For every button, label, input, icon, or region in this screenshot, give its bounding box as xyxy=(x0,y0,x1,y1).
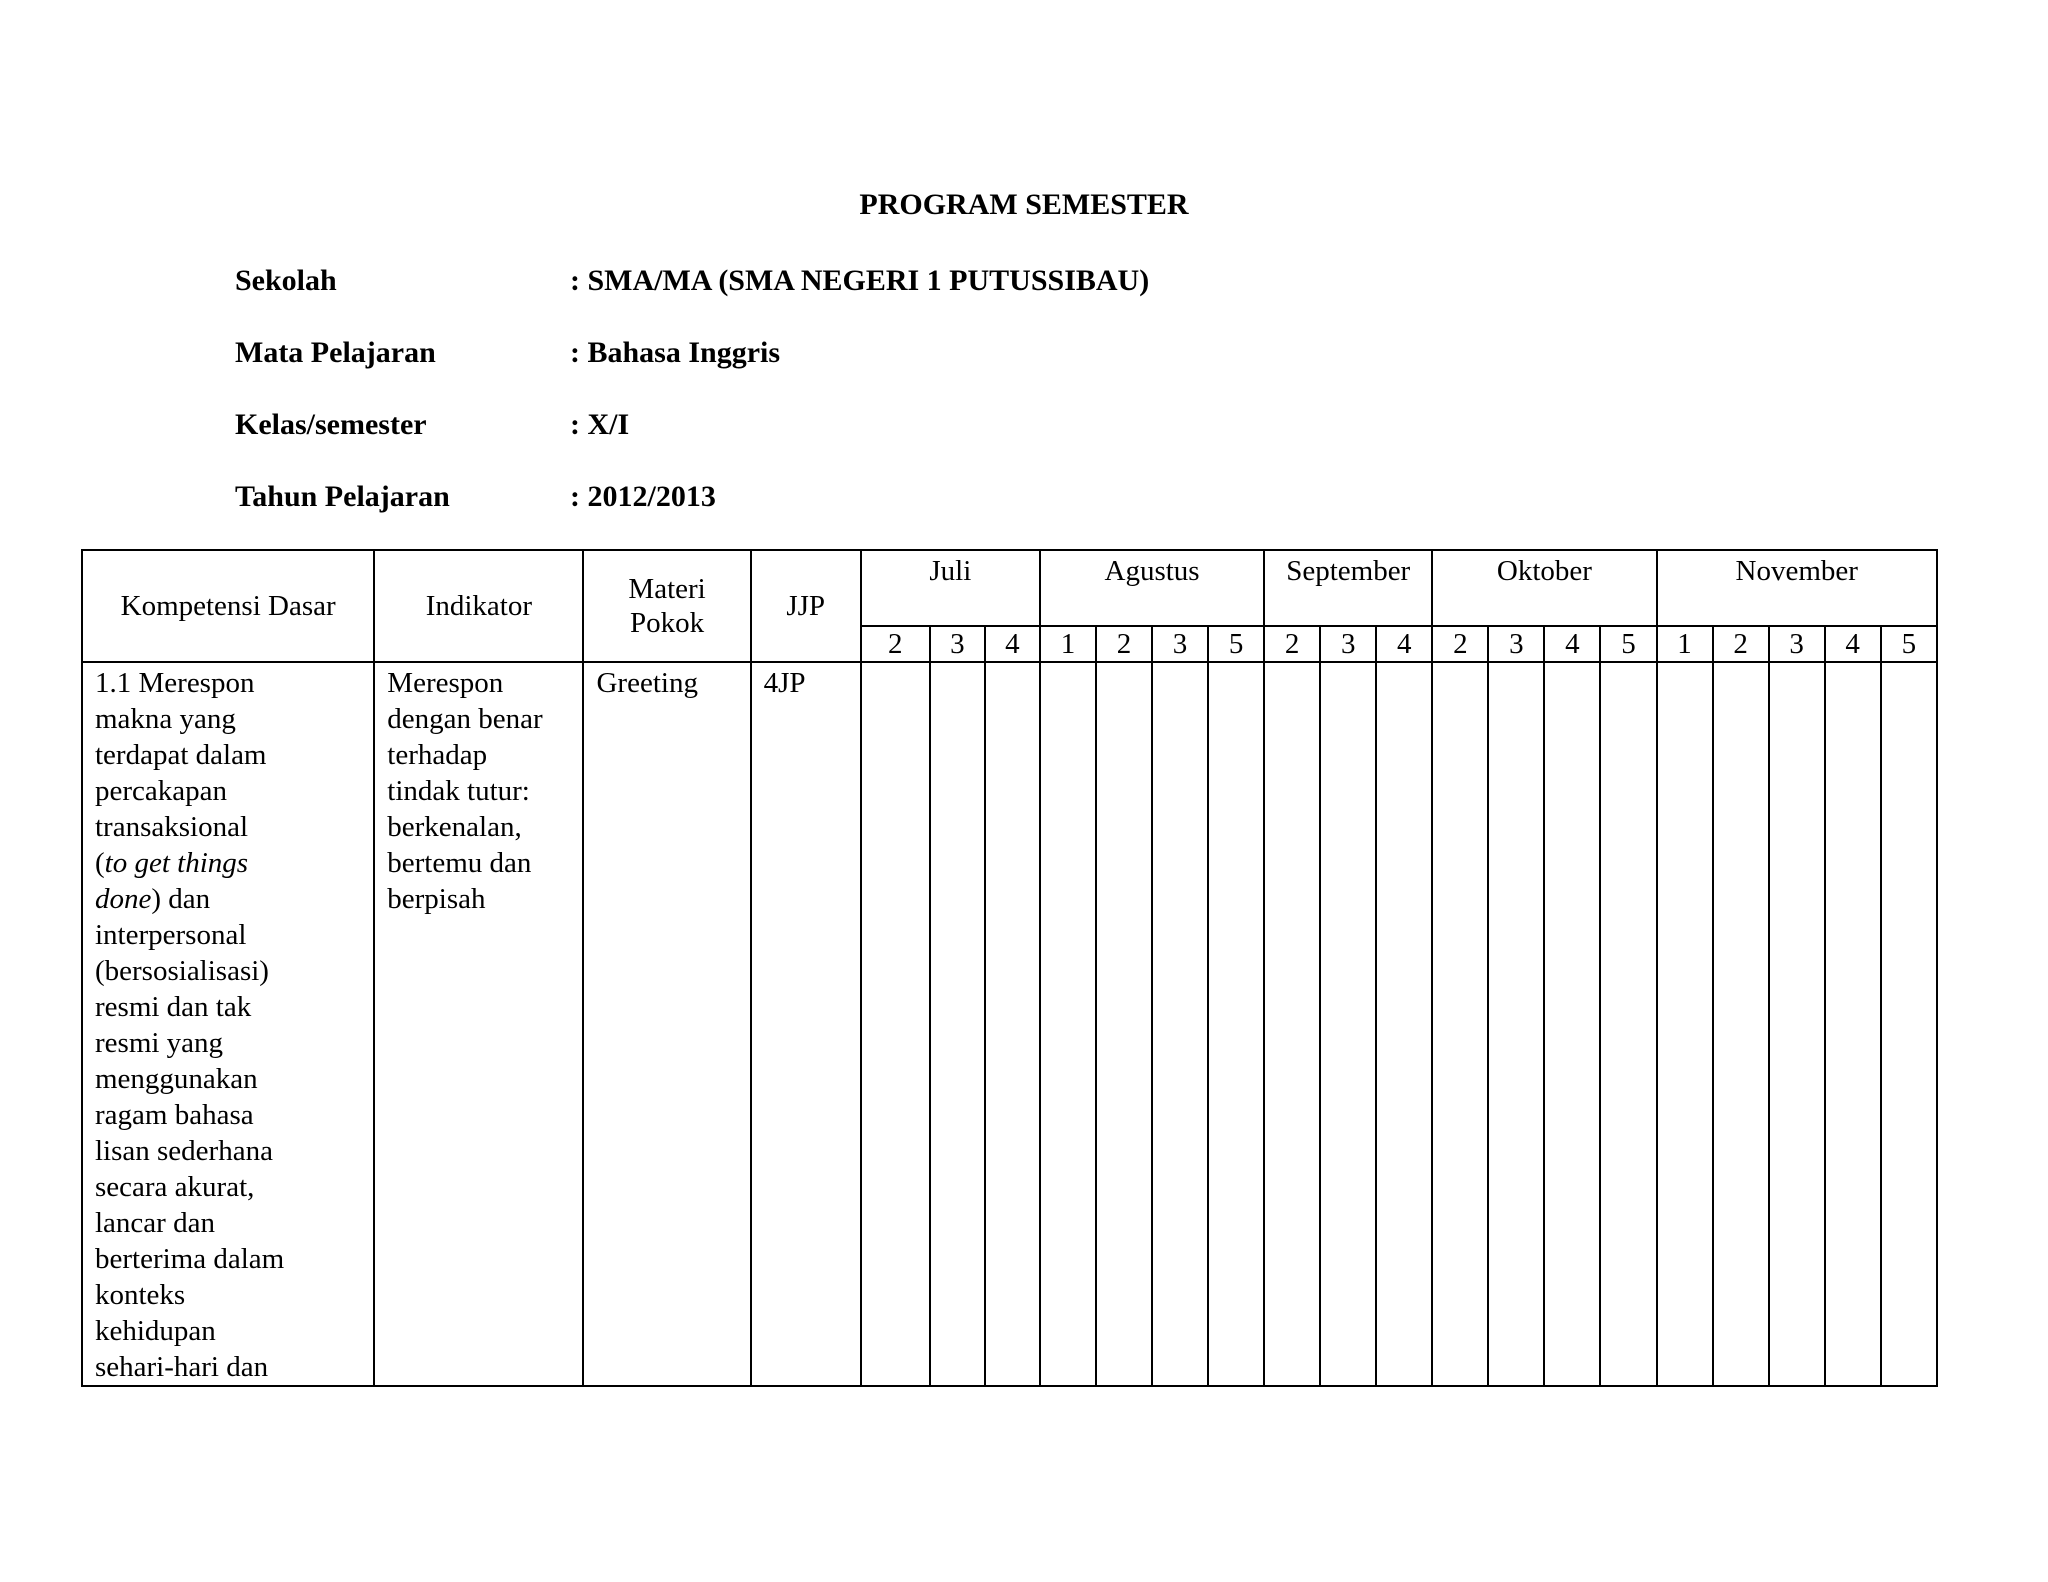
week-cell xyxy=(1208,662,1264,1386)
indikator-line: tindak tutur: xyxy=(387,775,530,807)
week-agustus-5: 5 xyxy=(1208,626,1264,662)
kompetensi-line: transaksional xyxy=(95,811,249,843)
indikator-line: dengan benar xyxy=(387,703,543,735)
cell-jjp: 4JP xyxy=(751,662,861,1386)
week-oktober-2: 2 xyxy=(1432,626,1488,662)
kompetensi-line: terdapat dalam xyxy=(95,739,267,771)
header-materi-line-1: Materi xyxy=(628,573,706,605)
kompetensi-line: resmi yang xyxy=(95,1027,224,1059)
week-cell xyxy=(1376,662,1432,1386)
header-kompetensi-dasar: Kompetensi Dasar xyxy=(82,550,374,662)
header-month-oktober: Oktober xyxy=(1432,550,1656,626)
meta-label-tahun-pelajaran: Tahun Pelajaran xyxy=(235,480,450,513)
week-cell xyxy=(861,662,930,1386)
kompetensi-line: lisan sederhana xyxy=(95,1135,273,1167)
header-month-agustus: Agustus xyxy=(1040,550,1264,626)
meta-label-kelas-semester: Kelas/semester xyxy=(235,408,427,441)
kompetensi-line: berterima dalam xyxy=(95,1243,285,1275)
meta-label-sekolah: Sekolah xyxy=(235,264,337,297)
week-cell xyxy=(1600,662,1656,1386)
kompetensi-line: sehari-hari dan xyxy=(95,1351,269,1383)
page-title: PROGRAM SEMESTER xyxy=(859,188,1189,221)
week-agustus-2: 2 xyxy=(1096,626,1152,662)
cell-indikator xyxy=(374,662,583,1386)
week-cell xyxy=(930,662,985,1386)
kompetensi-line: ragam bahasa xyxy=(95,1099,254,1131)
indikator-line: berpisah xyxy=(387,883,486,915)
kompetensi-line: konteks xyxy=(95,1279,186,1311)
kompetensi-paren-open: ( xyxy=(95,847,105,879)
kompetensi-line-mixed xyxy=(95,845,365,881)
kompetensi-line: 1.1 Merespon xyxy=(95,667,255,699)
header-month-september: September xyxy=(1264,550,1432,626)
header-jjp: JJP xyxy=(751,550,861,662)
week-september-4: 4 xyxy=(1376,626,1432,662)
week-cell xyxy=(1657,662,1713,1386)
week-november-1: 1 xyxy=(1657,626,1713,662)
week-juli-2: 2 xyxy=(861,626,930,662)
week-cell xyxy=(1881,662,1937,1386)
header-row-months xyxy=(82,550,1937,626)
meta-value-sekolah: : SMA/MA (SMA NEGERI 1 PUTUSSIBAU) xyxy=(570,264,1150,297)
week-juli-3: 3 xyxy=(930,626,985,662)
kompetensi-line: makna yang xyxy=(95,703,236,735)
meta-label-mata-pelajaran: Mata Pelajaran xyxy=(235,336,436,369)
week-cell xyxy=(1432,662,1488,1386)
header-materi-line-2: Pokok xyxy=(629,607,705,639)
week-cell xyxy=(1264,662,1320,1386)
program-semester-table xyxy=(81,549,1938,1387)
week-agustus-3: 3 xyxy=(1152,626,1208,662)
kompetensi-line: (bersosialisasi) xyxy=(95,955,269,987)
week-oktober-3: 3 xyxy=(1488,626,1544,662)
week-cell xyxy=(1152,662,1208,1386)
kompetensi-line: kehidupan xyxy=(95,1315,216,1347)
week-cell xyxy=(1096,662,1152,1386)
kompetensi-line: menggunakan xyxy=(95,1063,258,1095)
week-oktober-5: 5 xyxy=(1600,626,1656,662)
kompetensi-line-mixed xyxy=(95,881,365,917)
kompetensi-line: resmi dan tak xyxy=(95,991,252,1023)
week-september-2: 2 xyxy=(1264,626,1320,662)
header-indikator: Indikator xyxy=(374,550,583,662)
kompetensi-line: percakapan xyxy=(95,775,228,807)
header-materi-pokok xyxy=(583,550,750,662)
week-oktober-4: 4 xyxy=(1544,626,1600,662)
week-juli-4: 4 xyxy=(985,626,1040,662)
indikator-line: terhadap xyxy=(387,739,488,771)
indikator-line: Merespon xyxy=(387,667,504,699)
meta-value-tahun-pelajaran: : 2012/2013 xyxy=(570,480,716,513)
week-november-4: 4 xyxy=(1825,626,1881,662)
week-november-2: 2 xyxy=(1713,626,1769,662)
week-cell xyxy=(1769,662,1825,1386)
kompetensi-line: secara akurat, xyxy=(95,1171,255,1203)
week-cell xyxy=(985,662,1040,1386)
kompetensi-italic-phrase: to get things xyxy=(104,847,249,879)
kompetensi-paren-close: ) dan xyxy=(151,883,211,915)
header-month-juli: Juli xyxy=(861,550,1040,626)
header-month-november: November xyxy=(1657,550,1937,626)
meta-value-mata-pelajaran: : Bahasa Inggris xyxy=(570,336,781,369)
indikator-line: bertemu dan xyxy=(387,847,532,879)
week-november-3: 3 xyxy=(1769,626,1825,662)
cell-kompetensi-dasar xyxy=(82,662,374,1386)
indikator-line: berkenalan, xyxy=(387,811,522,843)
table-row xyxy=(82,662,1937,1386)
kompetensi-italic-done: done xyxy=(95,883,152,915)
week-agustus-1: 1 xyxy=(1040,626,1096,662)
week-cell xyxy=(1544,662,1600,1386)
week-september-3: 3 xyxy=(1320,626,1376,662)
cell-materi-pokok: Greeting xyxy=(583,662,750,1386)
week-cell xyxy=(1040,662,1096,1386)
week-cell xyxy=(1488,662,1544,1386)
week-cell xyxy=(1825,662,1881,1386)
meta-value-kelas-semester: : X/I xyxy=(570,408,630,441)
week-november-5: 5 xyxy=(1881,626,1937,662)
kompetensi-line: interpersonal xyxy=(95,919,247,951)
week-cell xyxy=(1713,662,1769,1386)
kompetensi-line: lancar dan xyxy=(95,1207,215,1239)
week-cell xyxy=(1320,662,1376,1386)
